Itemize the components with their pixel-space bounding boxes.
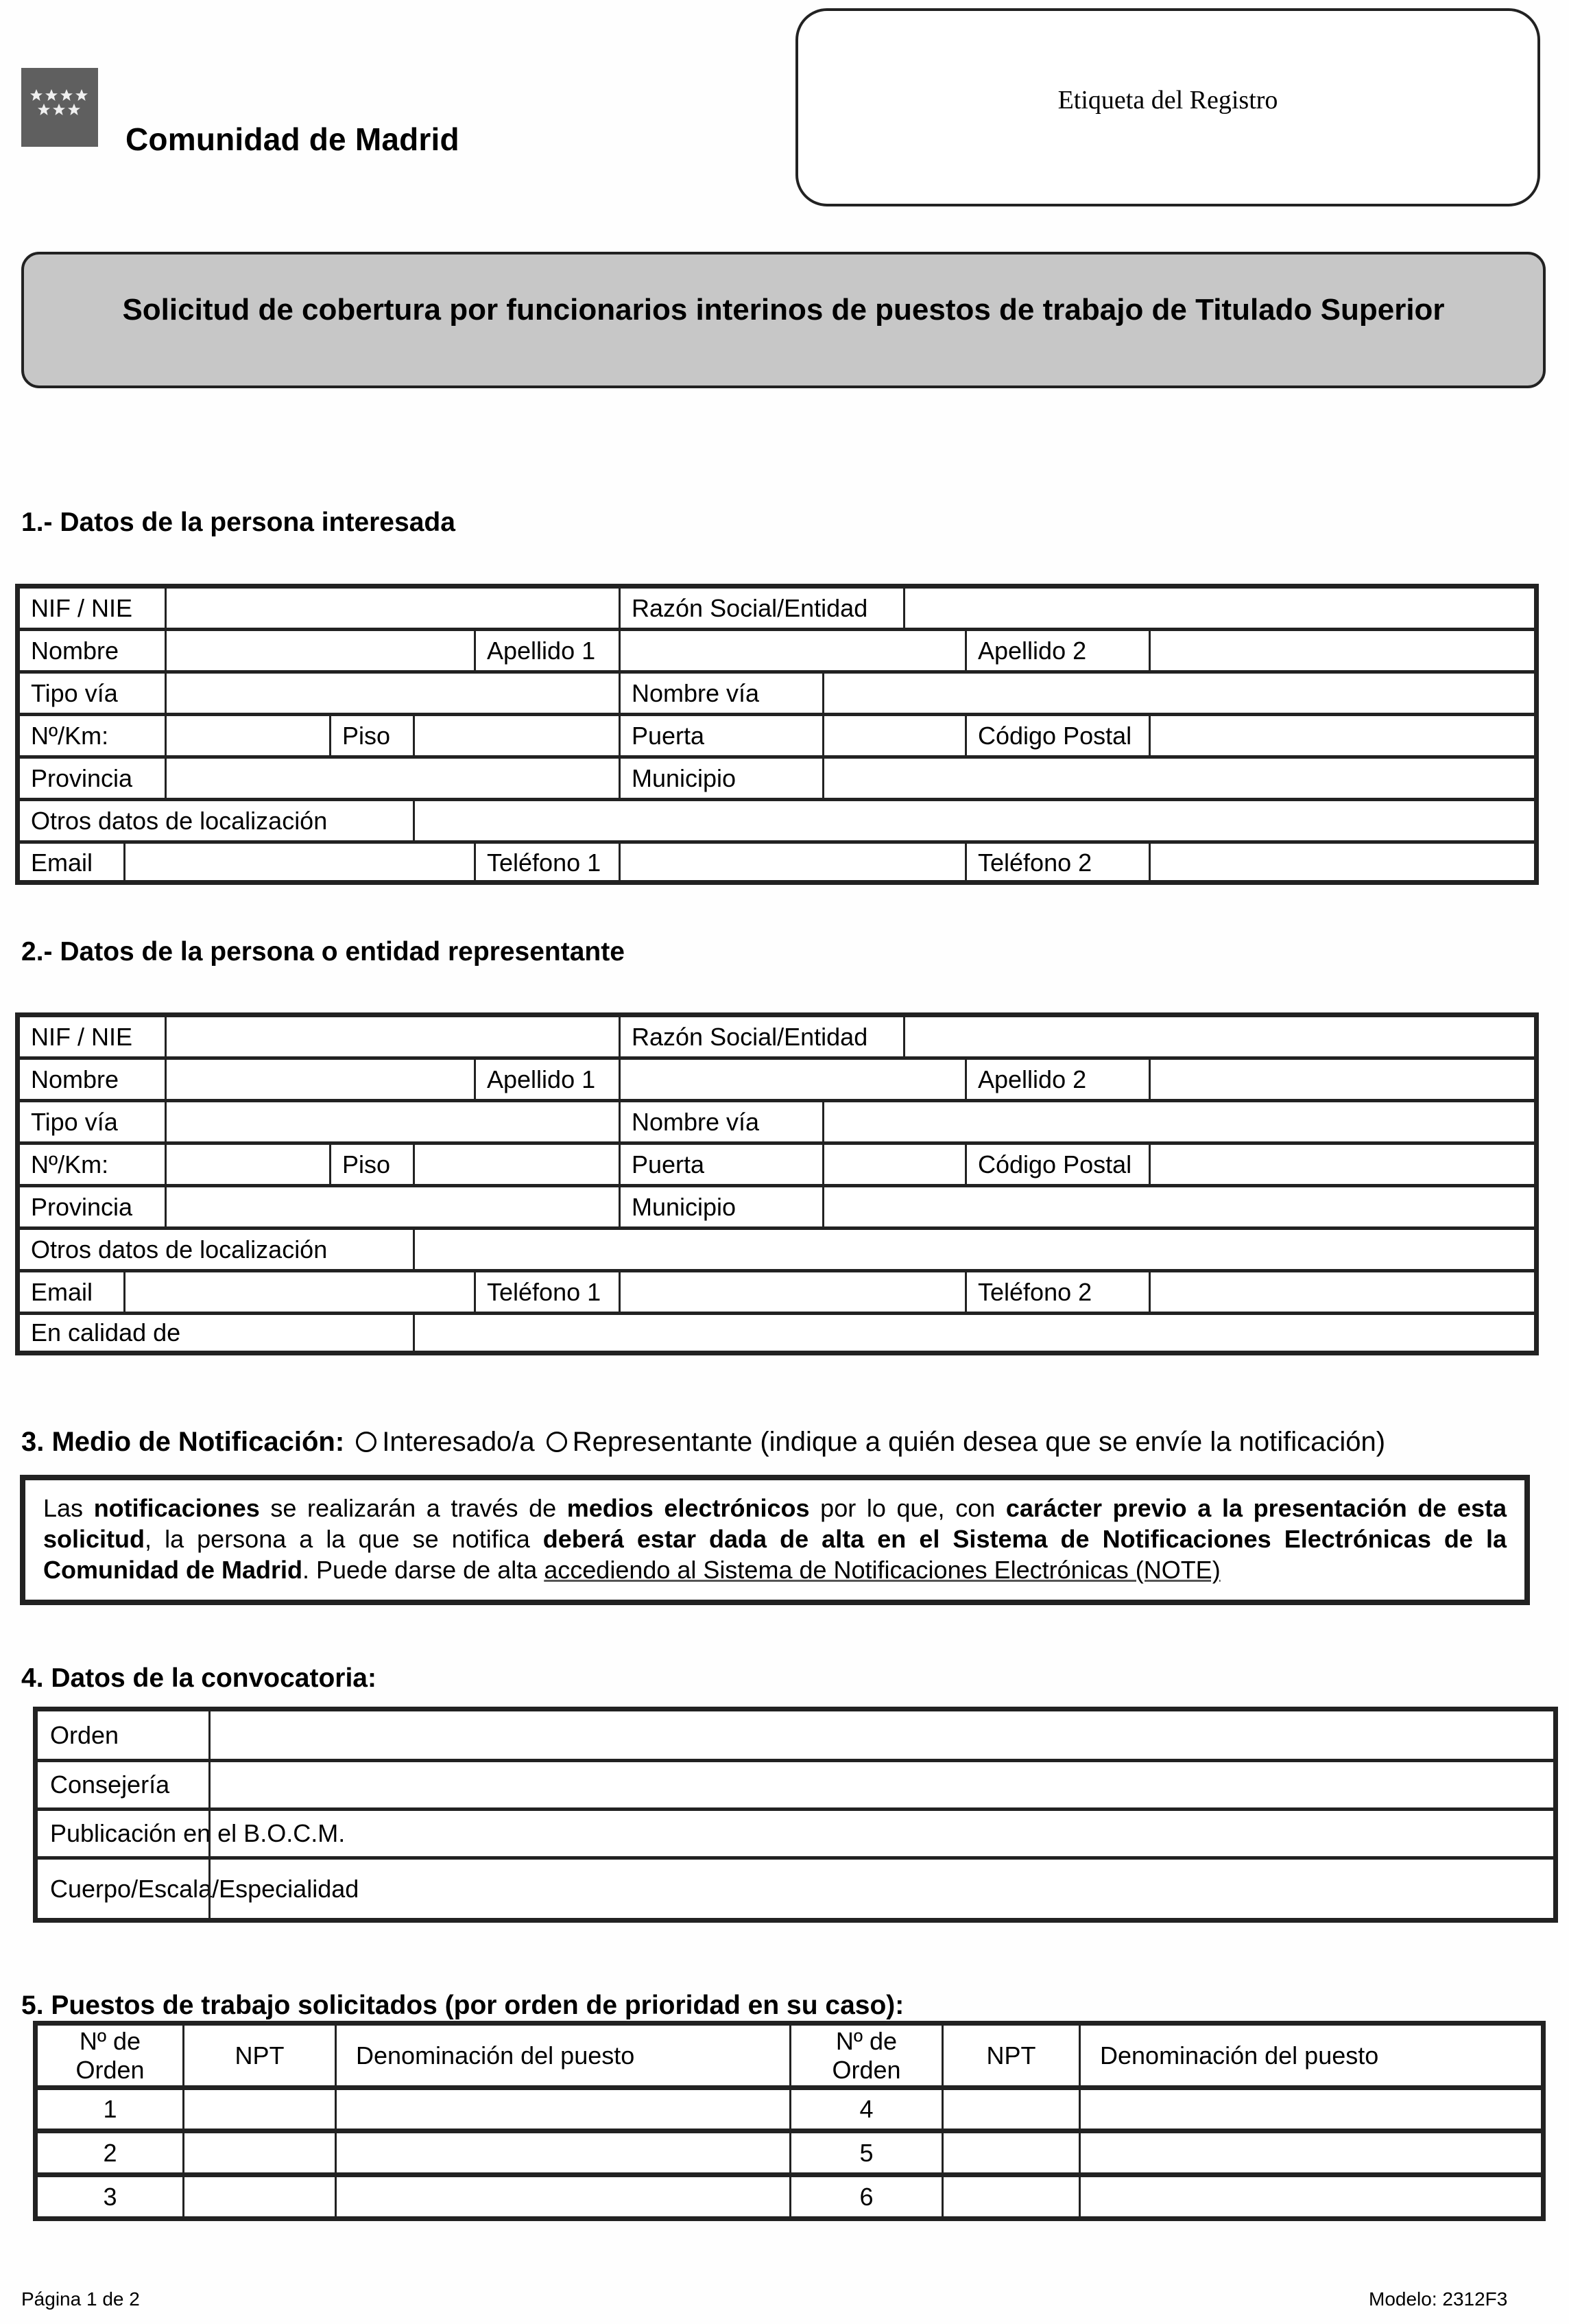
madrid-logo: [21, 68, 98, 147]
table-header-row: [38, 2026, 1541, 2090]
label-puerta: Puerta: [619, 716, 822, 755]
label-apellido1: Apellido 1: [474, 1060, 619, 1099]
publicacion-bocm-field[interactable]: [208, 1811, 1553, 1856]
rep-num-km-field[interactable]: [165, 1145, 329, 1184]
table-row: [20, 1017, 1534, 1060]
label-apellido1: Apellido 1: [474, 631, 619, 670]
radio-interesado[interactable]: [356, 1432, 376, 1452]
label-codigo-postal: Código Postal: [965, 1145, 1149, 1184]
table-row: [20, 1230, 1534, 1272]
section2-heading: 2.- Datos de la persona o entidad representante: [21, 937, 625, 967]
orden-number: 1: [103, 2095, 117, 2123]
radio-representante[interactable]: [547, 1432, 567, 1452]
madrid-seven-stars-icon: [27, 88, 93, 119]
nombre-via-field[interactable]: [822, 674, 1534, 713]
table-row: [38, 2090, 1541, 2133]
puerta-field[interactable]: [822, 716, 965, 755]
label-num-km: Nº/Km:: [31, 1150, 109, 1178]
orden-number: 3: [103, 2182, 117, 2211]
table-row: [38, 2177, 1541, 2216]
label-consejeria: Consejería: [50, 1770, 170, 1799]
table-row: [20, 631, 1534, 674]
table-row: [20, 1060, 1534, 1102]
notification-notice-box: [20, 1475, 1530, 1605]
notification-method: [21, 1427, 1385, 1458]
tipo-via-field[interactable]: [165, 674, 619, 713]
email-field[interactable]: [123, 844, 474, 881]
municipio-field[interactable]: [822, 759, 1534, 798]
label-puerta: Puerta: [619, 1145, 822, 1184]
table-row: [38, 1762, 1553, 1811]
npt-field[interactable]: [182, 2177, 335, 2216]
radio-representante-label: Representante: [572, 1427, 753, 1457]
notification-hint: (indique a quién desea que se envíe la notificación): [760, 1427, 1386, 1457]
label-municipio: Municipio: [619, 759, 822, 798]
rep-piso-field[interactable]: [413, 1145, 619, 1184]
label-email: Email: [31, 848, 93, 877]
denominacion-field[interactable]: [1079, 2133, 1541, 2172]
label-razon: Razón Social/Entidad: [619, 1017, 903, 1056]
notification-notice-text: Las notificaciones se realizarán a través de medios electrónicos por lo que, con carácter previo a la presentación de esta solicitud, la persona a la que se notifica deberá estar dada de alta en el Sistema de Notificaciones Electrónicas de la Comunidad de Madrid. Puede darse de alta accediendo al Sistema de Notificaciones Electrónicas (NOTE): [43, 1494, 1507, 1584]
label-apellido2: Apellido 2: [965, 631, 1149, 670]
table-row: [20, 716, 1534, 759]
brand-name: Comunidad de Madrid: [125, 121, 459, 157]
note-system-link[interactable]: accediendo al Sistema de Notificaciones Electrónicas (NOTE): [544, 1556, 1221, 1584]
table-row: [20, 1315, 1534, 1351]
rep-apellido1-field[interactable]: [619, 1060, 965, 1099]
rep-razon-social-field[interactable]: [903, 1017, 1534, 1056]
label-nombre-via: Nombre vía: [619, 1102, 822, 1141]
orden-number: 6: [789, 2177, 942, 2216]
label-tipo-via: Tipo vía: [31, 1107, 118, 1136]
codigo-postal-field[interactable]: [1149, 716, 1534, 755]
label-codigo-postal: Código Postal: [965, 716, 1149, 755]
label-otros: Otros datos de localización: [31, 806, 328, 835]
col-denominacion-header: Denominación del puesto: [335, 2026, 789, 2085]
rep-codigo-postal-field[interactable]: [1149, 1145, 1534, 1184]
rep-provincia-field[interactable]: [165, 1187, 619, 1226]
npt-field[interactable]: [942, 2090, 1079, 2129]
npt-field[interactable]: [942, 2177, 1079, 2216]
apellido2-field[interactable]: [1149, 631, 1534, 670]
razon-social-field[interactable]: [903, 589, 1534, 628]
label-piso: Piso: [329, 716, 413, 755]
orden-number: 2: [103, 2138, 117, 2167]
section4-heading: 4. Datos de la convocatoria:: [21, 1663, 376, 1693]
label-otros: Otros datos de localización: [31, 1235, 328, 1264]
cuerpo-escala-field[interactable]: [208, 1860, 1553, 1918]
col-denominacion-header-2: Denominación del puesto: [1079, 2026, 1541, 2085]
rep-nif-field[interactable]: [165, 1017, 619, 1056]
label-provincia: Provincia: [31, 1192, 133, 1221]
denominacion-field[interactable]: [1079, 2177, 1541, 2216]
rep-municipio-field[interactable]: [822, 1187, 1534, 1226]
table-row: [38, 2133, 1541, 2177]
section2-table: [15, 1012, 1539, 1355]
form-title: Solicitud de cobertura por funcionarios interinos de puestos de trabajo de Titulado Superior: [122, 293, 1445, 327]
model-number: Modelo: 2312F3: [1369, 2288, 1508, 2310]
denominacion-field[interactable]: [335, 2090, 789, 2129]
label-apellido2: Apellido 2: [965, 1060, 1149, 1099]
rep-tipo-via-field[interactable]: [165, 1102, 619, 1141]
en-calidad-de-field[interactable]: [413, 1315, 1534, 1351]
denominacion-field[interactable]: [335, 2133, 789, 2172]
label-telefono2: Teléfono 2: [965, 844, 1149, 881]
label-provincia: Provincia: [31, 763, 133, 792]
rep-otros-datos-field[interactable]: [413, 1230, 1534, 1269]
table-row: [20, 1187, 1534, 1230]
section3-heading: 3. Medio de Notificación:: [21, 1427, 345, 1457]
label-telefono1: Teléfono 1: [474, 1272, 619, 1312]
registry-label: Etiqueta del Registro: [1057, 86, 1278, 115]
npt-field[interactable]: [182, 2133, 335, 2172]
col-npt-header-2: NPT: [942, 2026, 1079, 2085]
nif-field[interactable]: [165, 589, 619, 628]
nombre-field[interactable]: [165, 631, 474, 670]
label-nombre: Nombre: [31, 1065, 119, 1093]
label-razon: Razón Social/Entidad: [619, 589, 903, 628]
label-nif: NIF / NIE: [31, 593, 133, 622]
table-row: [20, 759, 1534, 801]
section5-heading: 5. Puestos de trabajo solicitados (por orden de prioridad en su caso):: [21, 1991, 905, 2020]
rep-apellido2-field[interactable]: [1149, 1060, 1534, 1099]
label-nombre: Nombre: [31, 636, 119, 665]
orden-number: 5: [789, 2133, 942, 2172]
radio-interesado-label: Interesado/a: [382, 1427, 535, 1457]
section5-table: [33, 2021, 1546, 2221]
num-km-field[interactable]: [165, 716, 329, 755]
label-piso: Piso: [329, 1145, 413, 1184]
table-row: [20, 589, 1534, 631]
section1-heading: 1.- Datos de la persona interesada: [21, 508, 455, 537]
label-nif: NIF / NIE: [31, 1022, 133, 1051]
orden-number: 4: [789, 2090, 942, 2129]
denominacion-field[interactable]: [1079, 2090, 1541, 2129]
label-nombre-via: Nombre vía: [619, 674, 822, 713]
label-en-calidad-de: En calidad de: [31, 1318, 181, 1347]
label-email: Email: [31, 1277, 93, 1306]
section4-table: [33, 1707, 1558, 1923]
rep-puerta-field[interactable]: [822, 1145, 965, 1184]
orden-field[interactable]: [208, 1711, 1553, 1759]
table-row: [20, 844, 1534, 881]
rep-nombre-via-field[interactable]: [822, 1102, 1534, 1141]
rep-email-field[interactable]: [123, 1272, 474, 1312]
denominacion-field[interactable]: [335, 2177, 789, 2216]
label-tipo-via: Tipo vía: [31, 678, 118, 707]
npt-field[interactable]: [942, 2133, 1079, 2172]
label-publicacion-bocm: Publicación en el B.O.C.M.: [50, 1819, 346, 1847]
table-row: [38, 1711, 1553, 1762]
label-cuerpo-escala: Cuerpo/Escala/Especialidad: [50, 1874, 359, 1903]
col-orden-header: Nº de Orden: [75, 2026, 145, 2084]
label-telefono1: Teléfono 1: [474, 844, 619, 881]
table-row: [38, 1811, 1553, 1860]
provincia-field[interactable]: [165, 759, 619, 798]
rep-telefono1-field[interactable]: [619, 1272, 965, 1312]
table-row: [20, 801, 1534, 844]
label-telefono2: Teléfono 2: [965, 1272, 1149, 1312]
rep-nombre-field[interactable]: [165, 1060, 474, 1099]
label-num-km: Nº/Km:: [31, 721, 109, 750]
table-row: [20, 1272, 1534, 1315]
consejeria-field[interactable]: [208, 1762, 1553, 1807]
npt-field[interactable]: [182, 2090, 335, 2129]
form-title-box: [21, 252, 1546, 388]
label-orden: Orden: [50, 1720, 119, 1749]
table-row: [38, 1860, 1553, 1918]
col-npt-header: NPT: [182, 2026, 335, 2085]
table-row: [20, 1145, 1534, 1187]
piso-field[interactable]: [413, 716, 619, 755]
telefono1-field[interactable]: [619, 844, 965, 881]
section1-table: [15, 584, 1539, 885]
col-orden-header-2: Nº de Orden: [789, 2026, 942, 2085]
registry-label-box: [795, 8, 1540, 206]
page-number: Página 1 de 2: [21, 2288, 140, 2310]
rep-telefono2-field[interactable]: [1149, 1272, 1534, 1312]
table-row: [20, 674, 1534, 716]
apellido1-field[interactable]: [619, 631, 965, 670]
otros-datos-field[interactable]: [413, 801, 1534, 840]
label-municipio: Municipio: [619, 1187, 822, 1226]
telefono2-field[interactable]: [1149, 844, 1534, 881]
table-row: [20, 1102, 1534, 1145]
